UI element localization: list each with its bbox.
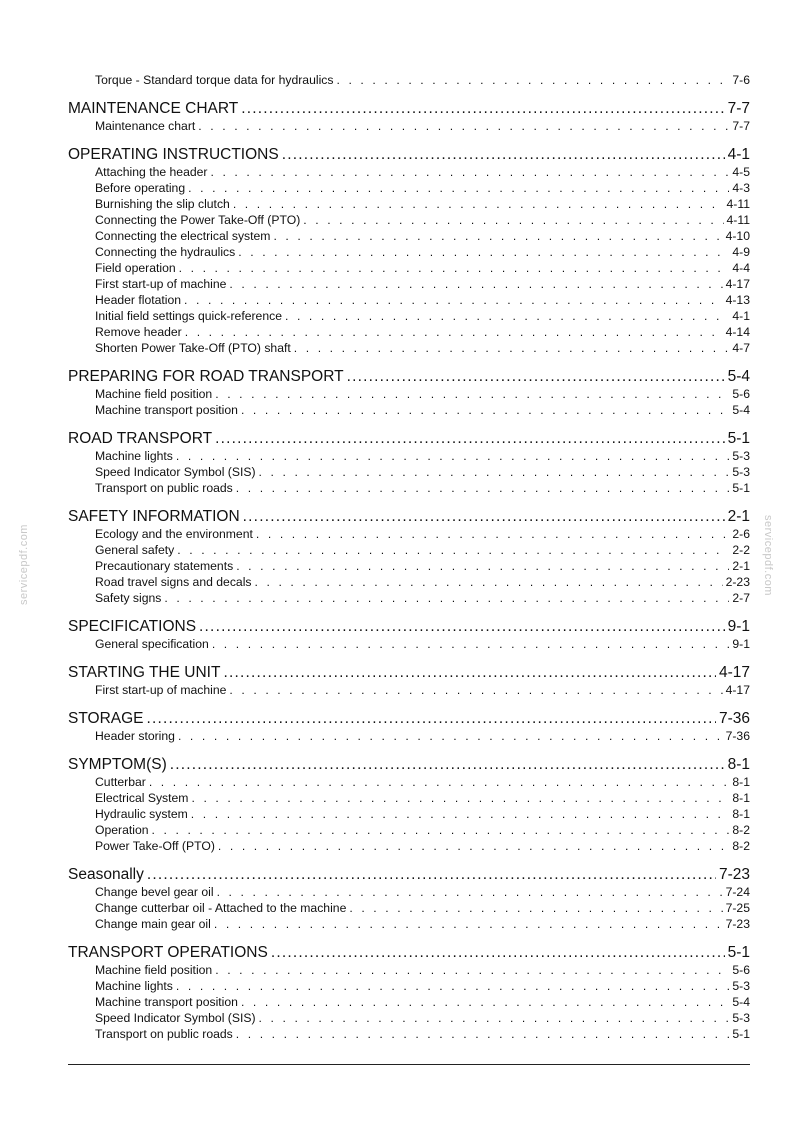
dot-leader [273, 228, 722, 244]
dot-leader [241, 100, 724, 118]
toc-entry-page: 4-1 [732, 309, 750, 323]
toc-entry-page: 4-11 [726, 213, 750, 227]
toc-entry-page: 8-1 [732, 807, 750, 821]
toc-section-title-page: 2-1 [727, 508, 750, 525]
toc-entry[interactable] [68, 402, 750, 418]
dot-leader [215, 962, 729, 978]
toc-entry[interactable] [68, 1010, 750, 1026]
toc-section-title-page: 7-7 [727, 100, 750, 117]
toc-entry-page: 5-6 [732, 963, 750, 977]
toc-entry-text: General safety [95, 543, 175, 557]
toc-entry-page: 5-3 [732, 465, 750, 479]
toc-entry-text: Torque - Standard torque data for hydraulics [95, 73, 334, 87]
toc-entry-page: 7-23 [725, 917, 750, 931]
toc-section-title-page: 4-17 [718, 664, 750, 681]
toc-entry[interactable] [68, 542, 750, 558]
table-of-contents [68, 72, 750, 1042]
toc-entry[interactable] [68, 276, 750, 292]
toc-section [68, 944, 750, 1042]
toc-section-title-page: 4-1 [727, 146, 750, 163]
toc-entry-text: Speed Indicator Symbol (SIS) [95, 1011, 256, 1025]
toc-entry-text: Speed Indicator Symbol (SIS) [95, 465, 256, 479]
toc-entry-text: Machine field position [95, 963, 213, 977]
dot-leader [191, 806, 730, 822]
toc-entry-page: 5-1 [732, 481, 750, 495]
toc-entry-page: 5-6 [732, 387, 750, 401]
toc-entry-page: 8-2 [732, 839, 750, 853]
dot-leader [179, 260, 730, 276]
toc-entry-text: Change main gear oil [95, 917, 211, 931]
toc-entry-text: Machine field position [95, 387, 213, 401]
dot-leader [215, 386, 729, 402]
toc-entry-text: Header storing [95, 729, 175, 743]
toc-entry[interactable] [68, 480, 750, 496]
toc-entry-text: Transport on public roads [95, 481, 233, 495]
toc-entry-page: 9-1 [732, 637, 750, 651]
dot-leader [215, 430, 724, 448]
toc-section-title[interactable] [68, 618, 750, 636]
toc-entry[interactable] [68, 994, 750, 1010]
toc-section [68, 756, 750, 854]
dot-leader [176, 978, 729, 994]
toc-entry-text: Change cutterbar oil - Attached to the machine [95, 901, 347, 915]
toc-entry-page: 5-3 [732, 1011, 750, 1025]
dot-leader [285, 308, 729, 324]
toc-entry[interactable] [68, 962, 750, 978]
toc-entry-text: Header flotation [95, 293, 182, 307]
toc-entry-page: 8-1 [732, 775, 750, 789]
toc-entry-text: Road travel signs and decals [95, 575, 252, 589]
toc-entry-page: 7-36 [725, 729, 750, 743]
toc-section [68, 430, 750, 496]
dot-leader [164, 590, 729, 606]
toc-entry-text: General specification [95, 637, 209, 651]
watermark-right: servicepdf.com [762, 515, 774, 596]
toc-entry-text: Precautionary statements [95, 559, 234, 573]
toc-section-title-text: SYMPTOM(S) [68, 756, 167, 773]
toc-section-title-text: SAFETY INFORMATION [68, 508, 240, 525]
dot-leader [349, 900, 722, 916]
toc-entry-page: 5-4 [732, 403, 750, 417]
toc-entry[interactable] [68, 164, 750, 180]
toc-entry[interactable] [68, 212, 750, 228]
toc-entry-page: 5-3 [732, 979, 750, 993]
toc-section [68, 866, 750, 932]
dot-leader [233, 196, 724, 212]
toc-entry-page: 2-23 [725, 575, 750, 589]
dot-leader [303, 212, 723, 228]
toc-section-title[interactable] [68, 100, 750, 118]
dot-leader [294, 340, 730, 356]
toc-entry[interactable] [68, 978, 750, 994]
toc-section [68, 368, 750, 418]
toc-entry-text: Machine transport position [95, 403, 238, 417]
toc-entry-text: Cutterbar [95, 775, 146, 789]
toc-entry-page: 5-4 [732, 995, 750, 1009]
toc-entry-page: 8-1 [732, 791, 750, 805]
toc-entry[interactable] [68, 838, 750, 854]
toc-section [68, 664, 750, 698]
toc-entry-page: 5-3 [732, 449, 750, 463]
toc-entry-text: Change bevel gear oil [95, 885, 214, 899]
toc-entry-page: 4-17 [725, 683, 750, 697]
toc-entry[interactable] [68, 590, 750, 606]
toc-section-title[interactable] [68, 508, 750, 526]
toc-entry-text: Maintenance chart [95, 119, 196, 133]
toc-entry[interactable] [68, 180, 750, 196]
toc-entry[interactable] [68, 244, 750, 260]
toc-section [68, 146, 750, 356]
dot-leader [214, 916, 723, 932]
toc-entry-page: 2-7 [732, 591, 750, 605]
toc-entry-text: Machine lights [95, 449, 173, 463]
toc-entry[interactable] [68, 292, 750, 308]
toc-section-title-text: PREPARING FOR ROAD TRANSPORT [68, 368, 344, 385]
toc-entry-text: Burnishing the slip clutch [95, 197, 230, 211]
toc-entry[interactable] [68, 228, 750, 244]
dot-leader [177, 542, 729, 558]
toc-entry[interactable] [68, 916, 750, 932]
footer-rule [68, 1064, 750, 1065]
toc-section-title-text: ROAD TRANSPORT [68, 430, 213, 447]
toc-entry-page: 7-24 [725, 885, 750, 899]
toc-section [68, 710, 750, 744]
dot-leader [185, 324, 723, 340]
dot-leader [347, 368, 725, 386]
toc-entry-page: 2-2 [732, 543, 750, 557]
toc-entry[interactable] [68, 806, 750, 822]
dot-leader [256, 526, 730, 542]
toc-entry-text: Operation [95, 823, 149, 837]
toc-section-title-page: 7-36 [718, 710, 750, 727]
watermark-left: servicepdf.com [18, 524, 30, 605]
toc-section-title[interactable] [68, 368, 750, 386]
toc-entry[interactable] [68, 118, 750, 134]
dot-leader [199, 618, 725, 636]
toc-section [68, 508, 750, 606]
toc-entry[interactable] [68, 526, 750, 542]
dot-leader [176, 448, 729, 464]
toc-entry[interactable] [68, 728, 750, 744]
toc-entry[interactable] [68, 774, 750, 790]
dot-leader [147, 866, 716, 884]
toc-entry-text: Shorten Power Take-Off (PTO) shaft [95, 341, 291, 355]
toc-entry-text: Connecting the electrical system [95, 229, 271, 243]
dot-leader [229, 682, 722, 698]
dot-leader [152, 822, 730, 838]
dot-leader [212, 636, 730, 652]
dot-leader [229, 276, 722, 292]
toc-section [68, 100, 750, 134]
dot-leader [241, 994, 729, 1010]
toc-entry-text: First start-up of machine [95, 277, 227, 291]
toc-entry-text: Attaching the header [95, 165, 208, 179]
toc-entry-text: Initial field settings quick-reference [95, 309, 282, 323]
toc-entry[interactable] [68, 196, 750, 212]
toc-entry-page: 2-1 [732, 559, 750, 573]
dot-leader [223, 664, 716, 682]
toc-entry[interactable] [68, 1026, 750, 1042]
dot-leader [191, 790, 729, 806]
toc-entry-page: 7-25 [725, 901, 750, 915]
toc-section-title-page: 9-1 [727, 618, 750, 635]
dot-leader [178, 728, 723, 744]
dot-leader [188, 180, 729, 196]
dot-leader [282, 146, 725, 164]
toc-section-title-page: 5-1 [727, 430, 750, 447]
toc-entry-text: Hydraulic system [95, 807, 188, 821]
toc-entry[interactable] [68, 574, 750, 590]
toc-section-title[interactable] [68, 710, 750, 728]
toc-entry-page: 4-4 [732, 261, 750, 275]
toc-entry-text: Before operating [95, 181, 186, 195]
toc-section-title-text: STARTING THE UNIT [68, 664, 221, 681]
toc-section-title-text: SPECIFICATIONS [68, 618, 197, 635]
toc-entry-text: Safety signs [95, 591, 162, 605]
dot-leader [255, 574, 723, 590]
toc-section-title-page: 5-1 [727, 944, 750, 961]
toc-entry-text: Machine lights [95, 979, 173, 993]
dot-leader [236, 480, 730, 496]
toc-section-title-text: Seasonally [68, 866, 144, 883]
toc-entry-text: Transport on public roads [95, 1027, 233, 1041]
toc-entry[interactable] [68, 308, 750, 324]
toc-section [68, 618, 750, 652]
toc-entry[interactable] [68, 636, 750, 652]
toc-entry[interactable] [68, 790, 750, 806]
toc-section-title[interactable] [68, 944, 750, 962]
dot-leader [217, 884, 723, 900]
dot-leader [236, 558, 729, 574]
toc-entry-page: 5-1 [732, 1027, 750, 1041]
toc-section-title[interactable] [68, 430, 750, 448]
dot-leader [259, 464, 730, 480]
toc-section-title-text: TRANSPORT OPERATIONS [68, 944, 268, 961]
toc-entry[interactable] [68, 324, 750, 340]
toc-entry[interactable] [68, 448, 750, 464]
toc-entry-page: 4-13 [725, 293, 750, 307]
toc-entry-page: 8-2 [732, 823, 750, 837]
toc-entry-text: Remove header [95, 325, 182, 339]
toc-entry-text: Connecting the hydraulics [95, 245, 236, 259]
toc-entry[interactable] [68, 260, 750, 276]
toc-section-title-page: 5-4 [727, 368, 750, 385]
toc-entry[interactable] [68, 72, 750, 88]
dot-leader [238, 244, 729, 260]
toc-section-title[interactable] [68, 146, 750, 164]
toc-entry-page: 4-9 [732, 245, 750, 259]
dot-leader [184, 292, 723, 308]
toc-section-title-text: OPERATING INSTRUCTIONS [68, 146, 279, 163]
toc-entry[interactable] [68, 900, 750, 916]
toc-entry-page: 7-7 [732, 119, 750, 133]
dot-leader [236, 1026, 730, 1042]
toc-section-title-text: MAINTENANCE CHART [68, 100, 239, 117]
dot-leader [170, 756, 725, 774]
toc-entry-page: 4-5 [732, 165, 750, 179]
toc-entry-text: Electrical System [95, 791, 189, 805]
dot-leader [271, 944, 725, 962]
dot-leader [243, 508, 725, 526]
toc-entry[interactable] [68, 822, 750, 838]
toc-section-title[interactable] [68, 664, 750, 682]
dot-leader [336, 72, 729, 88]
toc-entry-page: 4-14 [725, 325, 750, 339]
toc-section-title-text: STORAGE [68, 710, 144, 727]
toc-section-title-page: 8-1 [727, 756, 750, 773]
toc-entry[interactable] [68, 682, 750, 698]
toc-entry[interactable] [68, 386, 750, 402]
toc-section-title[interactable] [68, 866, 750, 884]
dot-leader [210, 164, 729, 180]
toc-entry-page: 4-3 [732, 181, 750, 195]
toc-entry-text: Machine transport position [95, 995, 238, 1009]
toc-section-title[interactable] [68, 756, 750, 774]
toc-entry-page: 7-6 [732, 73, 750, 87]
toc-entry[interactable] [68, 340, 750, 356]
dot-leader [149, 774, 730, 790]
dot-leader [259, 1010, 730, 1026]
dot-leader [218, 838, 729, 854]
toc-entry-text: First start-up of machine [95, 683, 227, 697]
toc-entry[interactable] [68, 558, 750, 574]
toc-entry-text: Field operation [95, 261, 176, 275]
toc-entry-page: 4-17 [725, 277, 750, 291]
dot-leader [198, 118, 729, 134]
dot-leader [241, 402, 729, 418]
toc-entry-page: 4-7 [732, 341, 750, 355]
toc-entry[interactable] [68, 884, 750, 900]
toc-entry-page: 4-11 [726, 197, 750, 211]
toc-entry-text: Power Take-Off (PTO) [95, 839, 215, 853]
toc-section-title-page: 7-23 [718, 866, 750, 883]
toc-entry-page: 2-6 [732, 527, 750, 541]
toc-entry[interactable] [68, 464, 750, 480]
toc-entry-page: 4-10 [725, 229, 750, 243]
toc-entry-text: Connecting the Power Take-Off (PTO) [95, 213, 301, 227]
dot-leader [147, 710, 716, 728]
toc-sections [68, 100, 750, 1042]
toc-entry-text: Ecology and the environment [95, 527, 253, 541]
